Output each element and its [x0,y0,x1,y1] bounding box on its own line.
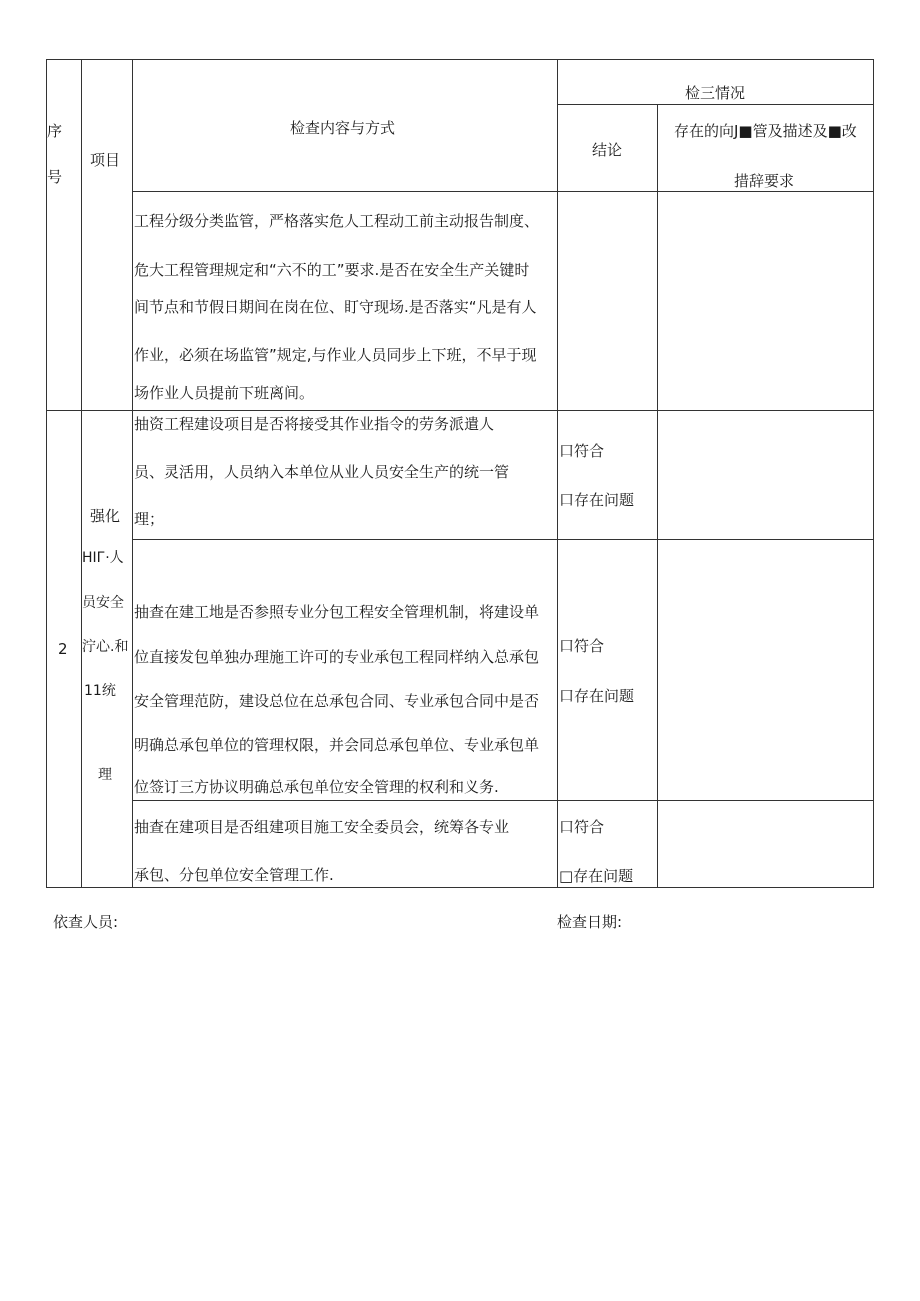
option-conform[interactable]: 口符合 [559,818,605,836]
option-problem[interactable]: 口存在问题 [559,491,635,509]
header-conclusion: 结论 [592,141,623,159]
option-problem[interactable]: 口存在问题 [559,687,635,705]
table-border-right [873,59,874,888]
option-conform[interactable]: 口符合 [559,637,605,655]
content-text: 员、灵活用，人员纳入本单位从业人员安全生产的统一管 [134,463,510,481]
col-divider [81,59,82,888]
item-text: 员安全 [82,595,124,611]
header-problem-desc: 存在的向J■管及描述及■改 [674,122,857,140]
table-border-top [46,59,874,60]
content-text: 位签订三方协议明确总承包单位安全管理的权利和义务. [134,778,499,796]
table-border-bottom [46,887,874,888]
item-text: 理 [98,767,112,783]
content-text: 间节点和节假日期间在岗在位、盯守现场.是否落实“凡是有人 [134,298,537,316]
date-label: 检查日期: [557,913,623,931]
item-text: HIГ·人 [82,550,124,566]
option-conform[interactable]: 口符合 [559,442,605,460]
row-divider [132,191,874,192]
col-divider [132,59,133,888]
item-text: 11统 [84,683,116,699]
content-text: 危大工程管理规定和“六不的工”要求.是否在安全生产关键时 [134,261,530,279]
header-content-method: 检查内容与方式 [290,119,396,137]
row-seq: 2 [58,640,68,658]
col-divider [557,59,558,888]
content-text: 理； [134,510,165,528]
content-text: 承包、分包单位安全管理工作. [134,866,334,884]
header-seq: 序号 [47,122,63,186]
item-text: 强化 [90,507,121,525]
row-divider [132,800,874,801]
content-text: 明确总承包单位的管理权限，并会同总承包单位、专业承包单 [134,736,540,754]
content-text: 抽资工程建设项目是否将接受其作业指令的劳务派遣人 [134,415,495,433]
header-problem-desc: 措辞要求 [734,172,795,190]
option-problem[interactable]: □存在问题 [559,867,634,885]
row-divider [557,104,874,105]
content-text: 工程分级分类监管，严格落实危人工程动工前主动报告制度、 [134,212,540,230]
header-item: 项目 [90,151,121,169]
content-text: 安全管理范防，建设总位在总承包合同、专业承包合同中是否 [134,692,540,710]
content-text: 位直接发包单独办理施工许可的专业承包工程同样纳入总承包 [134,648,540,666]
inspector-label: 依查人员: [53,913,119,931]
content-text: 场作业人员提前下班离间。 [134,384,315,402]
col-divider [657,104,658,888]
content-text: 作业，必须在场监管”规定,与作业人员同步上下班，不早于现 [134,346,537,364]
content-text: 抽查在建工地是否参照专业分包工程安全管理机制，将建设单 [134,603,540,621]
header-check-status: 检三情况 [685,84,746,102]
row-divider [132,539,874,540]
item-text: 泞心.和 [82,639,129,655]
content-text: 抽查在建项目是否组建项目施工安全委员会，统筹各专业 [134,818,510,836]
row-divider [46,410,874,411]
